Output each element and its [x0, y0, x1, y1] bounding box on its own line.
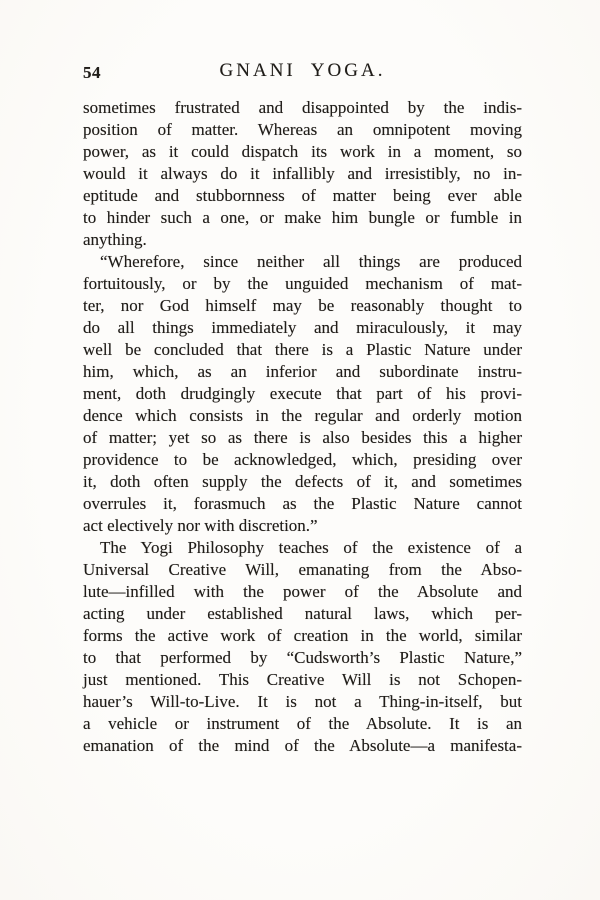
text-line: position of matter. Whereas an omnipotent moving [83, 120, 522, 139]
text-line: fortuitously, or by the unguided mechanism of mat- [83, 274, 522, 293]
text-line: lute—infilled with the power of the Absolute and [83, 582, 522, 601]
text-line: anything. [83, 230, 147, 249]
text-line: emanation of the mind of the Absolute—a manifesta- [83, 736, 522, 755]
text-line: acting under established natural laws, which per- [83, 604, 522, 623]
text-line: sometimes frustrated and disappointed by the indis- [83, 98, 522, 117]
body-text [83, 97, 522, 757]
text-line: hauer’s Will-to-Live. It is not a Thing-in-itself, but [83, 692, 522, 711]
text-line: forms the active work of creation in the world, similar [83, 626, 522, 645]
text-line: well be concluded that there is a Plastic Nature under [83, 340, 522, 359]
text-line: a vehicle or instrument of the Absolute. It is an [83, 714, 522, 733]
text-line: Universal Creative Will, emanating from the Abso- [83, 560, 522, 579]
text-line: to hinder such a one, or make him bungle or fumble in [83, 208, 522, 227]
text-line: do all things immediately and miraculously, it may [83, 318, 522, 337]
text-line: ter, nor God himself may be reasonably thought to [83, 296, 522, 315]
text-line: would it always do it infallibly and irresistibly, no in- [83, 164, 522, 183]
text-line: The Yogi Philosophy teaches of the existence of a [100, 538, 522, 557]
text-line: ment, doth drudgingly execute that part of his provi- [83, 384, 522, 403]
text-line: it, doth often supply the defects of it, and sometimes [83, 472, 522, 491]
text-line: of matter; yet so as there is also besides this a higher [83, 428, 522, 447]
page-header [83, 60, 522, 86]
text-line: “Wherefore, since neither all things are produced [100, 252, 522, 271]
text-line: act electively nor with discretion.” [83, 516, 318, 535]
text-line: eptitude and stubbornness of matter being ever able [83, 186, 522, 205]
text-line: dence which consists in the regular and orderly motion [83, 406, 522, 425]
text-line: to that performed by “Cudsworth’s Plastic Nature,” [83, 648, 522, 667]
running-title: GNANI YOGA. [219, 60, 386, 81]
text-line: providence to be acknowledged, which, presiding over [83, 450, 522, 469]
page-number: 54 [83, 63, 101, 82]
text-line: power, as it could dispatch its work in a moment, so [83, 142, 522, 161]
text-line: him, which, as an inferior and subordinate instru- [83, 362, 522, 381]
text-line: just mentioned. This Creative Will is not Schopen- [83, 670, 522, 689]
text-line: overrules it, forasmuch as the Plastic Nature cannot [83, 494, 522, 513]
